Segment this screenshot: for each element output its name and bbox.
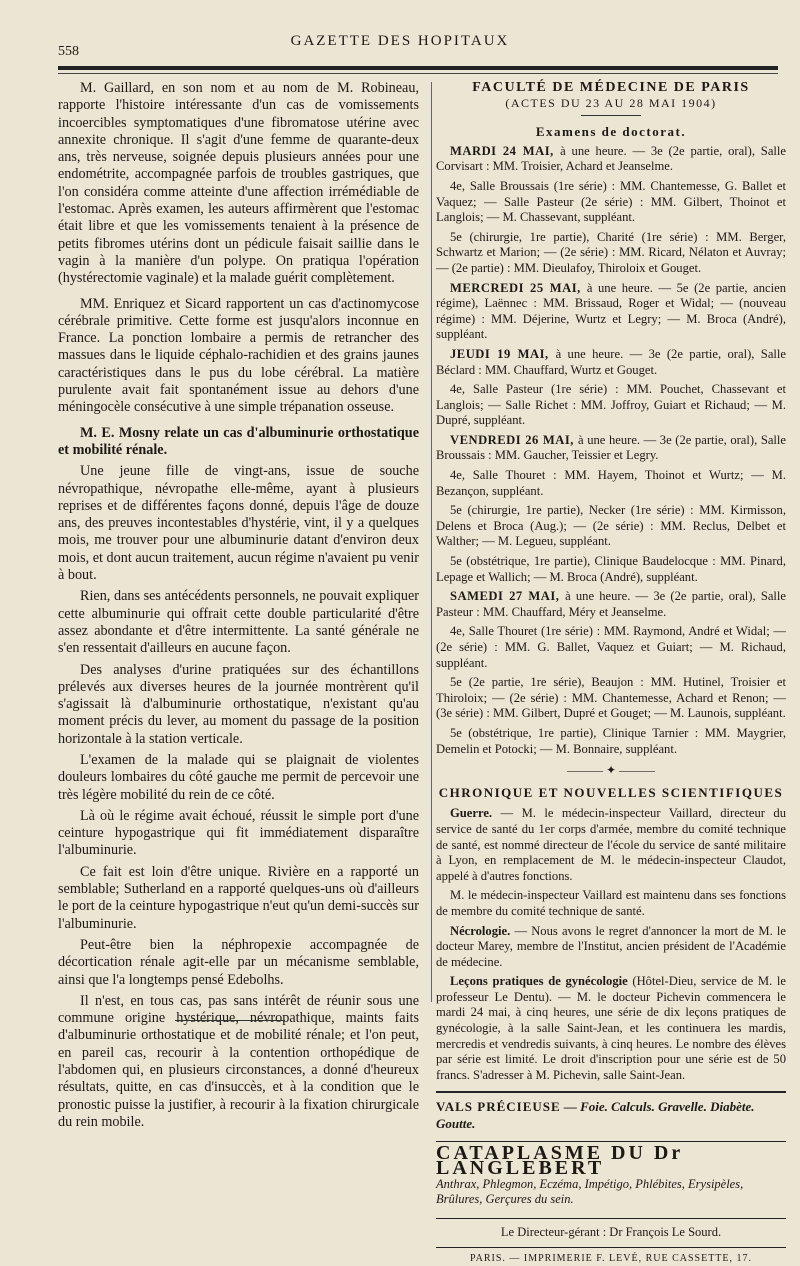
exam-entry [436,382,786,429]
exam-text: 4e, Salle Thouret : MM. Hayem, Thoinot et Wurtz; — M. Bezançon, suppléant. [436,468,786,498]
chronique-list [436,806,786,1083]
page-number: 558 [58,44,79,59]
paragraph: Des analyses d'urine pratiquées sur des échantillons prélevés aux diverses heures de la journée montrèrent qu'il s'agissait là d'albuminurie orthostatique, n'existant qu'au moment précis du lever, au moment du passage de la position horizontale à la station verticale. [58,661,419,747]
left-column [58,80,419,1135]
exam-text: 5e (chirurgie, 1re partie), Necker (1re série) : MM. Kirmisson, Delens et Broca (Aug.); — (2e série) : MM. Reclus, Delbet et Walther; — M. Legueu, suppléant. [436,503,786,549]
exam-entry [436,281,786,343]
exam-day: VENDREDI 26 MAI, [450,432,579,447]
exam-entry [436,347,786,378]
exam-entry [436,675,786,722]
news-lead: Nécrologie. [450,923,515,938]
paragraph: Là où le régime avait échoué, réussit le simple port d'une ceinture hypogastrique qui fit immédiatement disparaître l'albuminurie. [58,807,419,859]
news-text: (Hôtel-Dieu, service de M. le professeur Le Dentu). — M. le docteur Pichevin commencera le mardi 24 mai, à cinq heures, une série de dix leçons pratiques de gynécologie, à la salle Saint-Jean, et les continuera les mardis, mercredis et vendredis suivants, à cinq heures. Le nombre des élèves par série est limité. Le droit d'inscription pour une série est de 50 francs. S'adresser à M. Pichevin, salle Saint-Jean. [436,974,787,1082]
news-item [436,974,786,1083]
news-text: — Nous avons le regret d'annoncer la mort de M. le docteur Marey, membre de l'Institut, ancien président de l'Académie de médecine. [436,923,786,969]
news-text: M. le médecin-inspecteur Vaillard est maintenu dans ses fonctions de membre du comité technique de santé. [436,888,786,918]
faculty-subtitle: (ACTES DU 23 AU 28 MAI 1904) [505,95,717,110]
exams-title: Examens de doctorat. [535,124,687,140]
end-ornament [175,1020,285,1021]
exam-entry [436,179,786,226]
exam-text: 5e (obstétrique, 1re partie), Clinique Baudelocque : MM. Pinard, Lepage et Wallich; — M. Broca (André), suppléant. [436,554,786,584]
gerant-line: Le Directeur-gérant : Dr François Le Sourd. [436,1218,786,1241]
ad-vals-tail: — Foie. Calculs. Gravelle. Diabète. Goutte. [436,1099,755,1132]
paragraph: M. Gaillard, en son nom et au nom de M. Robineau, rapporte l'histoire intéressante d'un cas de vomissements incoercibles symptomatiques d'une fibromatose utérine avec annexite chronique. Il s'agit d'une femme de quarante-deux ans, très nerveuse, soignée depuis plusieurs années pour une endométrite, accompagnée parfois de troubles gastriques, que l'on considéra comme atteinte d'une affection irrémédiable de l'estomac. Après examen, les auteurs affirmèrent que l'estomac était libre et que les vomissements tenaient à la présence de petits fibromes utérins dont un pédicule faisait saillie dans le vagin à la manière d'un polype. On pratiqua l'opération (hystérectomie vaginale) et la malade guérit complètement. [58,80,419,287]
exam-text: 5e (2e partie, 1re série), Beaujon : MM. Hutinel, Troisier et Thiroloix; — (2e série) : MM. Chantemesse, Achard et Renon; — (3e série) : MM. Gilbert, Dupré et Gouget; — M. Launois, suppléant. [436,675,786,721]
exam-day: MARDI 24 MAI, [450,143,561,158]
exam-text: à une heure. — 5e (2e partie, ancien régime), Laënnec : MM. Brissaud, Roger et Widal; — (nouveau régime) : MM. Déjerine, Wurtz et Legry; — M. Broca (André), suppléant. [436,280,786,342]
exam-text: à une heure. — 3e (2e partie, oral), Salle Béclard : MM. Chauffard, Wurtz et Gouget. [436,346,786,377]
paragraph: L'examen de la malade qui se plaignait de violentes douleurs lombaires du côté gauche me permit de percevoir une très légère mobilité du rein de ce côté. [58,751,419,803]
news-text: — M. le médecin-inspecteur Vaillard, directeur du service de santé du 1er corps d'armée, membre du comité technique de santé, est nommé directeur de l'école du service de santé militaire à Lyon, en remplacement de M. le médecin-inspecteur Claudot, appelé à d'autres fonctions. [436,806,786,883]
exam-text: 4e, Salle Thouret (1re série) : MM. Raymond, André et Widal; — (2e série) : MM. G. Ballet, Vaquez et Guiart; — M. Richaud, suppléant. [436,624,786,670]
paragraph: Une jeune fille de vingt-ans, issue de souche névropathique, névropathe elle-même, ayant à plusieurs reprises et de différentes façons donné, depuis l'âge de douze ans, des preuves incontestables d'hystérie, vint, il y a quelques mois, me trouver pour une albuminurie datant d'environ deux mois, et dont aucun traitement, aucun régime n'avaient pu venir à bout. [58,463,419,584]
news-item [436,806,786,884]
news-lead: Guerre. [450,806,501,821]
exam-text: à une heure. — 3e (2e partie, oral), Salle Broussais : MM. Gaucher, Teissier et Legry. [436,432,786,463]
page-title: GAZETTE DES HOPITAUX [290,33,510,49]
ad-cataplasme-text: Anthrax, Phlegmon, Eczéma, Impétigo, Phlébites, Erysipèles, Brûlures, Gerçures du sein. [436,1176,744,1207]
exam-entry [436,589,786,620]
exam-text: 4e, Salle Broussais (1re série) : MM. Chantemesse, G. Ballet et Vaquez; — Salle Pasteur (2e série) : MM. Gilbert, Thoinot et Langlois; — M. Chassevant, suppléant. [436,178,786,225]
paragraph: Ce fait est loin d'être unique. Rivière en a rapporté un semblable; Sutherland en a rapporté quelques-uns où d'ailleurs le port de la ceinture hypogastrique n'eut qu'un demi-succès sur l'albuminurie. [58,863,419,932]
header-rule-thin [58,73,778,74]
section-ornament: ——— ✦ ——— [566,763,656,778]
exam-day: SAMEDI 27 MAI, [450,589,566,604]
paragraph: MM. Enriquez et Sicard rapportent un cas d'actinomycose cérébrale primitive. Cette forme est jusqu'alors inconnue en France. La ponction lombaire a permis de retrancher des massues dans le liquide céphalo-rachidien et des grains jaunes caractéristiques dans le pus du lobe cérébral. La matière purulente avait fait spontanément issue au dehors d'une méningocèle consécutive à une simple trépanation osseuse. [58,295,419,416]
column-divider [431,82,432,1002]
ad-vals-title: VALS PRÉCIEUSE [436,1099,561,1115]
exam-entry [436,433,786,464]
news-item [436,924,786,971]
news-lead: Leçons pratiques de gynécologie [450,974,633,989]
exam-text: à une heure. — 3e (2e partie, oral), Salle Corvisart : MM. Troisier, Achard et Jeanselme. [436,143,786,174]
paragraph: Rien, dans ses antécédents personnels, ne pouvait expliquer cette albuminurie qui offrait cette double particularité d'être assez abondante et d'être intermittente. La santé générale ne s'en ressentait d'ailleurs en aucune façon. [58,588,419,657]
paragraph: M. E. Mosny relate un cas d'albuminurie orthostatique et mobilité rénale. [58,424,419,458]
exam-entry [436,230,786,277]
exam-entry [436,503,786,550]
imprimerie-line: PARIS. — IMPRIMERIE F. LEVÉ, RUE CASSETTE, 17. [436,1247,786,1266]
exam-text: à une heure. — 3e (2e partie, oral), Salle Pasteur : MM. Chauffard, Méry et Jeanselme. [436,589,787,619]
exam-day: MERCREDI 25 MAI, [450,280,587,295]
exam-text: 5e (chirurgie, 1re partie), Charité (1re série) : MM. Berger, Schwartz et Marion; — (2e série) : MM. Ricard, Nélaton et Auvray; — (2e partie) : MM. Dieulafoy, Thiroloix et Gouget. [436,229,786,275]
paragraph: Peut-être bien la néphropexie accompagnée de décortication rénale agit-elle par un mécanisme semblable, ainsi que l'a longtemps pensé Edebolhs. [58,936,419,988]
exam-text: 5e (obstétrique, 1re partie), Clinique Tarnier : MM. Maygrier, Demelin et Potocki; — M. Bonnaire, suppléant. [436,725,786,756]
short-rule [581,115,641,116]
exam-entry [436,468,786,499]
exam-entry [436,726,786,757]
right-column [436,80,786,1266]
exam-text: 4e, Salle Pasteur (1re série) : MM. Pouchet, Chassevant et Langlois; — Salle Richet : MM. Joffroy, Guiart et Richaud; — M. Dupré, suppléant. [436,382,786,428]
exam-entry [436,554,786,585]
faculty-title: FACULTÉ DE MÉDECINE DE PARIS [472,80,750,95]
exam-entry [436,144,786,175]
ad-cataplasme-title: CATAPLASME DU Dr LANGLEBERT [436,1141,786,1177]
header-rule [58,66,778,70]
news-item [436,888,786,919]
ad-vals [436,1091,786,1132]
paragraph: Il n'est, en tous cas, pas sans intérêt de réunir sous une commune origine hystérique, névropathique, maints faits d'albuminurie orthostatique et de mobilité rénale; et l'on peut, en pareil cas, recourir à la contention orthopédique de l'abdomen qui, en plusieurs circonstances, a donné d'heureux résultats, quitte, en cas d'insuccès, et à la condition que le pronostic puisse la justifier, à recourir à la fixation chirurgicale du rein mobile. [58,992,419,1130]
exam-entry [436,624,786,671]
chronique-title: CHRONIQUE ET NOUVELLES SCIENTIFIQUES [438,784,784,800]
exams-list [436,144,786,757]
exam-day: JEUDI 19 MAI, [450,346,556,361]
